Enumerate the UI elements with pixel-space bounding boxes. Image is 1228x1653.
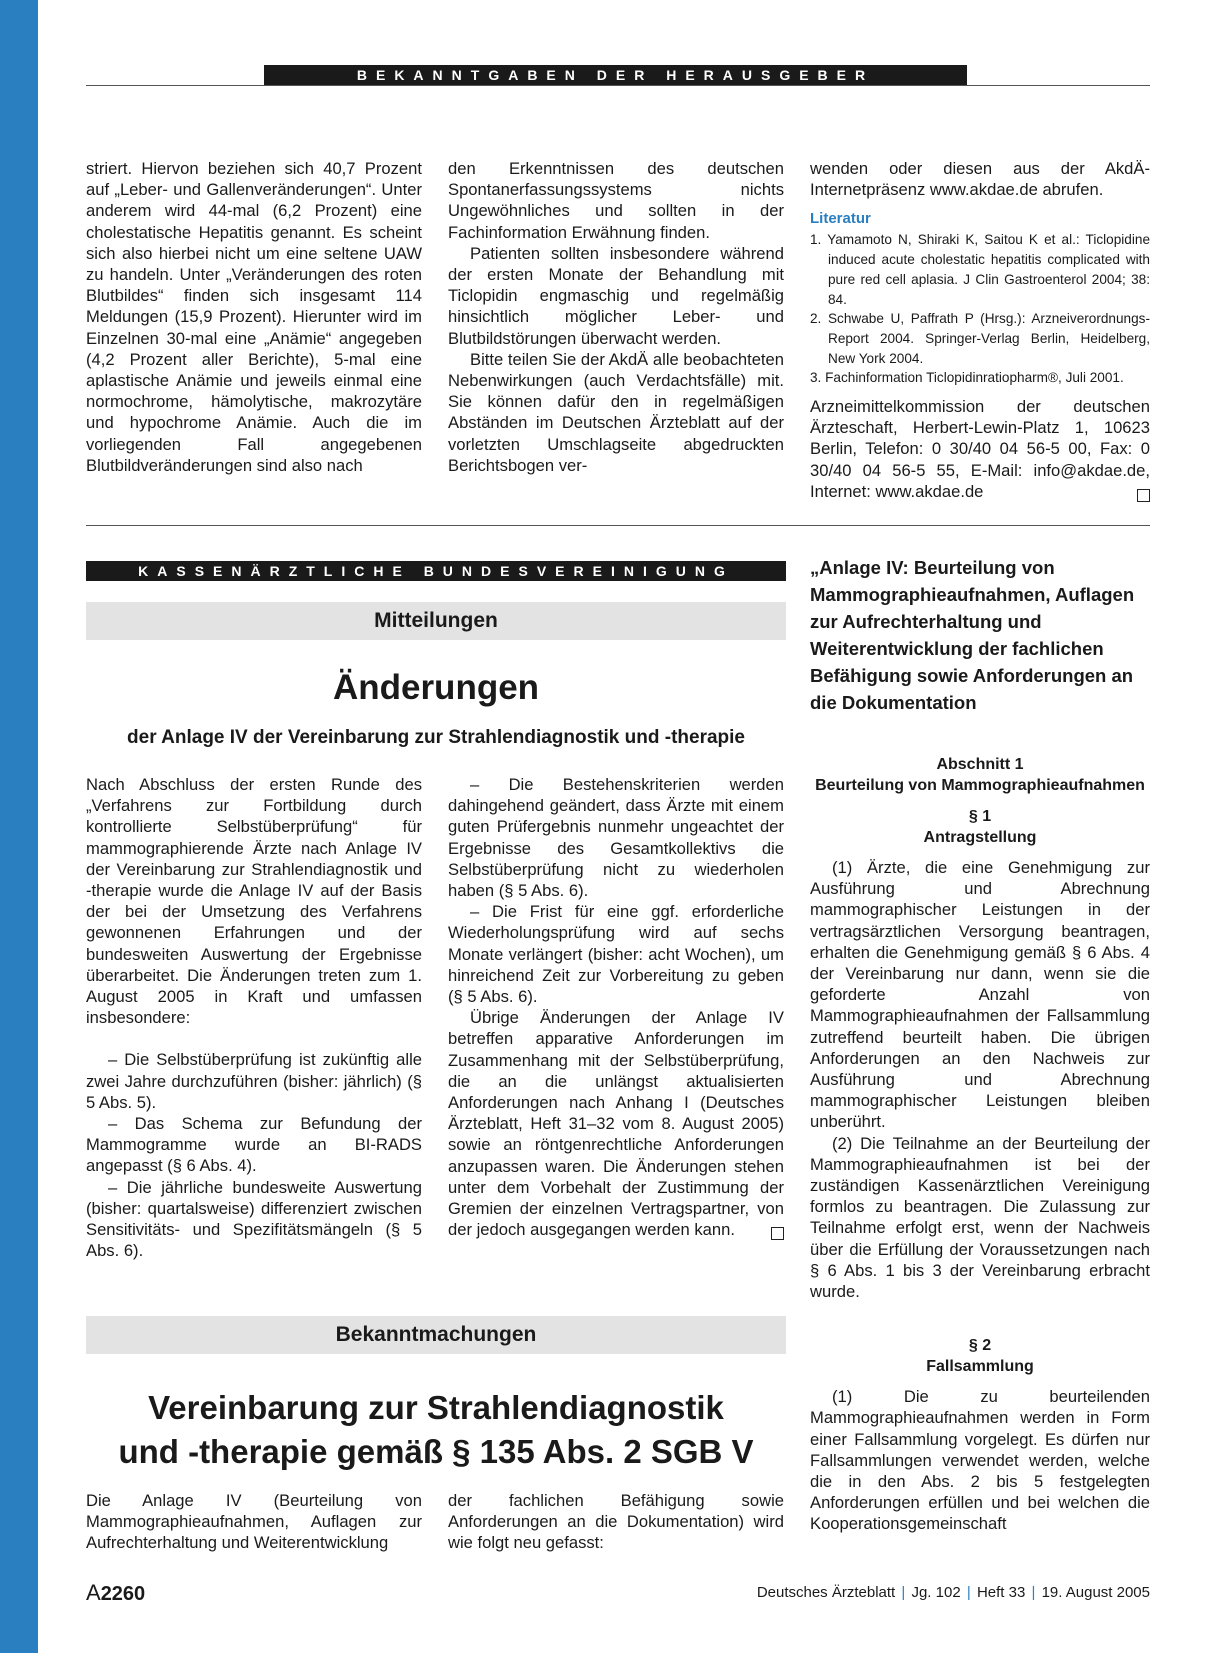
kbv-list-item: – Das Schema zur Befundung der Mammogramme wurde an BI-RADS angepasst (§ 6 Abs. 4). xyxy=(86,1114,422,1176)
paragraph-2-abs-1: (1) Die zu beurteilenden Mammographieaufnahmen werden in Form einer Fallsammlung vorgelegt. Es dürfen nur Fallsammlungen verwendet werden, welche die in den Abs. 2 bis 5 festgelegten Anforderungen erfüllen und bei welchen die Kooperationsgemeinschaft xyxy=(810,1387,1150,1534)
top-col-2-p1: den Erkenntnissen des deutschen Spontanerfassungssystems nichts Ungewöhnliches und sollten in der Fachinformation Erwähnung finden. xyxy=(448,159,784,242)
header-banner xyxy=(264,65,967,85)
vereinbarung-title-line-1: Vereinbarung zur Strahlendiagnostik xyxy=(148,1389,724,1426)
abschnitt-title: Beurteilung von Mammographieaufnahmen xyxy=(815,777,1145,794)
header-banner-text: BEKANNTGABEN DER HERAUSGEBER xyxy=(356,67,875,83)
paragraph-2-label: § 2 xyxy=(968,1337,992,1355)
footer-divider: | xyxy=(901,1584,906,1601)
kbv-col-2 xyxy=(448,774,784,1244)
kbv-list-item: – Die Selbstüberprüfung ist zukünftig alle zwei Jahre durchzuführen (bisher: jährlich) (§ 5 Abs. 5). xyxy=(86,1050,422,1112)
footer-divider: | xyxy=(966,1584,971,1601)
kbv-col-1-intro: Nach Abschluss der ersten Runde des „Verfahrens zur Fortbildung durch kontrollierte Selbstüberprüfung“ für mammographierende Ärzte nach Anlage IV der Vereinbarung zur Strahlendiagnostik und -therapie wurde die Anlage IV auf der Basis der bei der Umsetzung des Verfahrens gewonnenen Erfahrungen und der bundesweiten Auswertung der Ergebnisse überarbeitet. Die Änderungen treten zum 1. August 2005 in Kraft und umfassen insbesondere: xyxy=(86,775,422,1028)
kbv-col-1 xyxy=(86,774,422,1261)
paragraph-2-text xyxy=(810,1386,1150,1534)
page-number xyxy=(86,1580,145,1606)
literatur-heading: Literatur xyxy=(810,210,871,228)
bekanntmachungen-label: Bekanntmachungen xyxy=(335,1323,537,1346)
top-col-1-text: striert. Hiervon beziehen sich 40,7 Prozent auf „Leber- und Gallenveränderungen“. Unter anderem wird 44-mal (6,2 Prozent) eine cholestatische Hepatitis genannt. Es scheint sich also hierbei nicht um eine seltene UAW zu handeln. Unter „Veränderungen des roten Blutbildes“ finden sich insgesamt 114 Meldungen (15,9 Prozent). Hierunter wird im Einzelnen 30-mal eine „Anämie“ angegeben (4,2 Prozent aller Berichte), 5-mal eine aplastische Anämie und jeweils einmal eine normochrome, hämolytische, makrozytäre und hypochrome Anämie. Auch die im vorliegenden Fall angegebenen Blutbildveränderungen sind also nach xyxy=(86,159,422,475)
journal-issue: Heft 33 xyxy=(976,1584,1026,1601)
top-col-3 xyxy=(810,158,1150,506)
section-rule xyxy=(86,525,1150,526)
end-mark-icon xyxy=(1137,489,1150,502)
top-col-3-p1: wenden oder diesen aus der AkdÄ-Internetpräsenz www.akdae.de abrufen. xyxy=(810,159,1150,200)
journal-volume: Jg. 102 xyxy=(911,1584,961,1601)
paragraph-1-abs-2: (2) Die Teilnahme an der Beurteilung der Mammographieaufnahmen ist bei der zuständigen Kassenärztlichen Vereinigung formlos zu beantragen. Die Zulassung zur Teilnahme erfolgt erst, wenn der Nachweis über die Erfüllung der Voraussetzungen nach § 6 Abs. 1 bis 3 der Vereinbarung erbracht wurde. xyxy=(810,1133,1150,1302)
literature-item: 1. Yamamoto N, Shiraki K, Saitou K et al.: Ticlopidine induced acute cholestatic hepatitis complicated with pure red cell aplasia. J Clin Gastroenterol 2004; 38: 84. xyxy=(810,232,1150,307)
literature-item: 2. Schwabe U, Paffrath P (Hrsg.): Arzneiverordnungs-Report 2004. Springer-Verlag Berlin, Heidelberg, New York 2004. xyxy=(810,311,1150,366)
contact-block xyxy=(810,396,1150,502)
bek-col-1: Die Anlage IV (Beurteilung von Mammographieaufnahmen, Auflagen zur Aufrechterhaltung und Weiterentwicklung xyxy=(86,1491,422,1553)
margin-color-bar xyxy=(0,0,38,1653)
top-col-2-p2: Patienten sollten insbesondere während der ersten Monate der Behandlung mit Ticlopidin engmaschig und regelmäßig hinsichtlich möglicher Leber- und Blutbildstörungen überwacht werden. xyxy=(448,243,784,348)
top-col-1 xyxy=(86,158,422,476)
kbv-col-2-closing-text: Übrige Änderungen der Anlage IV betreffen apparative Anforderungen im Zusammenhang mit der Selbstüberprüfung, die an die unlängst aktualisierten Anforderungen nach Anhang I (Deutsches Ärzteblatt, Heft 31–32 vom 8. August 2005) sowie an röntgenrechtliche Anforderungen anzupassen waren. Die Änderungen stehen unter dem Vorbehalt der Zustimmung der Gremien der einzelnen Vertragspartner, von der jedoch ausgegangen werden kann. xyxy=(448,1008,784,1240)
end-mark-icon xyxy=(771,1227,784,1240)
kbv-subtitle: der Anlage IV der Vereinbarung zur Strahlendiagnostik und -therapie xyxy=(127,727,745,748)
header-rule xyxy=(86,85,1150,86)
anlage-col xyxy=(810,554,1150,1535)
journal-date: 19. August 2005 xyxy=(1041,1584,1150,1601)
paragraph-2-title: Fallsammlung xyxy=(926,1358,1034,1376)
journal-name: Deutsches Ärzteblatt xyxy=(756,1584,896,1601)
contact-text: Arzneimittelkommission der deutschen Ärzteschaft, Herbert-Lewin-Platz 1, 10623 Berlin, Telefon: 0 30/40 04 56-5 00, Fax: 0 30/40 04 56-5 55, E-Mail: info@akdae.de, Internet: www.akdae.de xyxy=(810,397,1150,501)
literature-list xyxy=(810,230,1150,388)
page-num: 2260 xyxy=(100,1583,146,1605)
bekanntmachungen-band xyxy=(86,1316,786,1354)
kbv-list-item: – Die Frist für eine ggf. erforderliche Wiederholungsprüfung wird auf sechs Monate verlängert (bisher: acht Wochen), um hinreichend Zeit zur Vorbereitung zu geben (§ 5 Abs. 6). xyxy=(448,902,784,1007)
kbv-list-item: – Die jährliche bundesweite Auswertung (bisher: quartalsweise) differenziert zwischen Sensitivitäts- und Spezifitätsmängeln (§ 5 Abs. 6). xyxy=(86,1177,422,1261)
paragraph-1-abs-1: (1) Ärzte, die eine Genehmigung zur Ausführung und Abrechnung mammographischer Leistungen in der vertragsärztlichen Versorgung beantragen, erhalten die Genehmigung gemäß § 6 Abs. 4 der Vereinbarung nur dann, wenn sie die geforderte Anzahl von Mammographieaufnahmen der Fallsammlung zutreffend beurteilt haben. Die übrigen Anforderungen an den Nachweis zur Ausführung und Abrechnung mammographischer Leistungen bleiben unberührt. xyxy=(810,858,1150,1132)
kbv-banner xyxy=(86,561,786,581)
bek-col-2: der fachlichen Befähigung sowie Anforderungen an die Dokumentation) wird wie folgt neu gefasst: xyxy=(448,1491,784,1553)
mitteilungen-band xyxy=(86,602,786,640)
anlage-heading: „Anlage IV: Beurteilung von Mammographieaufnahmen, Auflagen zur Aufrechterhaltung und Weiterentwicklung der fachlichen Befähigung sowie Anforderungen an die Dokumentation xyxy=(810,557,1135,713)
footer-divider: | xyxy=(1031,1584,1036,1601)
literature-item: 3. Fachinformation Ticlopidinratiopharm®, Juli 2001. xyxy=(810,370,1124,386)
kbv-title: Änderungen xyxy=(332,668,540,707)
page-prefix: A xyxy=(86,1580,101,1605)
kbv-banner-text: KASSENÄRZTLICHE BUNDESVEREINIGUNG xyxy=(138,563,734,579)
vereinbarung-title xyxy=(86,1386,786,1474)
kbv-col-2-closing xyxy=(448,1007,784,1240)
abschnitt-label: Abschnitt 1 xyxy=(936,756,1024,773)
top-col-2 xyxy=(448,158,784,476)
paragraph-1-title: Antragstellung xyxy=(923,829,1037,846)
kbv-list-item: – Die Bestehenskriterien werden dahingehend geändert, dass Ärzte mit einem guten Prüfergebnis nunmehr ungeachtet der Ergebnisse des Gesamtkollektivs die Selbstüberprüfung nicht zu wiederholen haben (§ 5 Abs. 6). xyxy=(448,775,784,901)
paragraph-1-label: § 1 xyxy=(968,808,992,825)
vereinbarung-title-line-2: und -therapie gemäß § 135 Abs. 2 SGB V xyxy=(118,1433,754,1470)
mitteilungen-label: Mitteilungen xyxy=(374,609,498,632)
paragraph-1-text xyxy=(810,857,1150,1302)
journal-info xyxy=(757,1584,1150,1601)
top-col-2-p3: Bitte teilen Sie der AkdÄ alle beobachteten Nebenwirkungen (auch Verdachtsfälle) mit. Sie können dafür den in regelmäßigen Abständen im Deutschen Ärzteblatt auf der vorletzten Umschlagseite abgedruckten Berichtsbogen ver- xyxy=(448,349,784,475)
